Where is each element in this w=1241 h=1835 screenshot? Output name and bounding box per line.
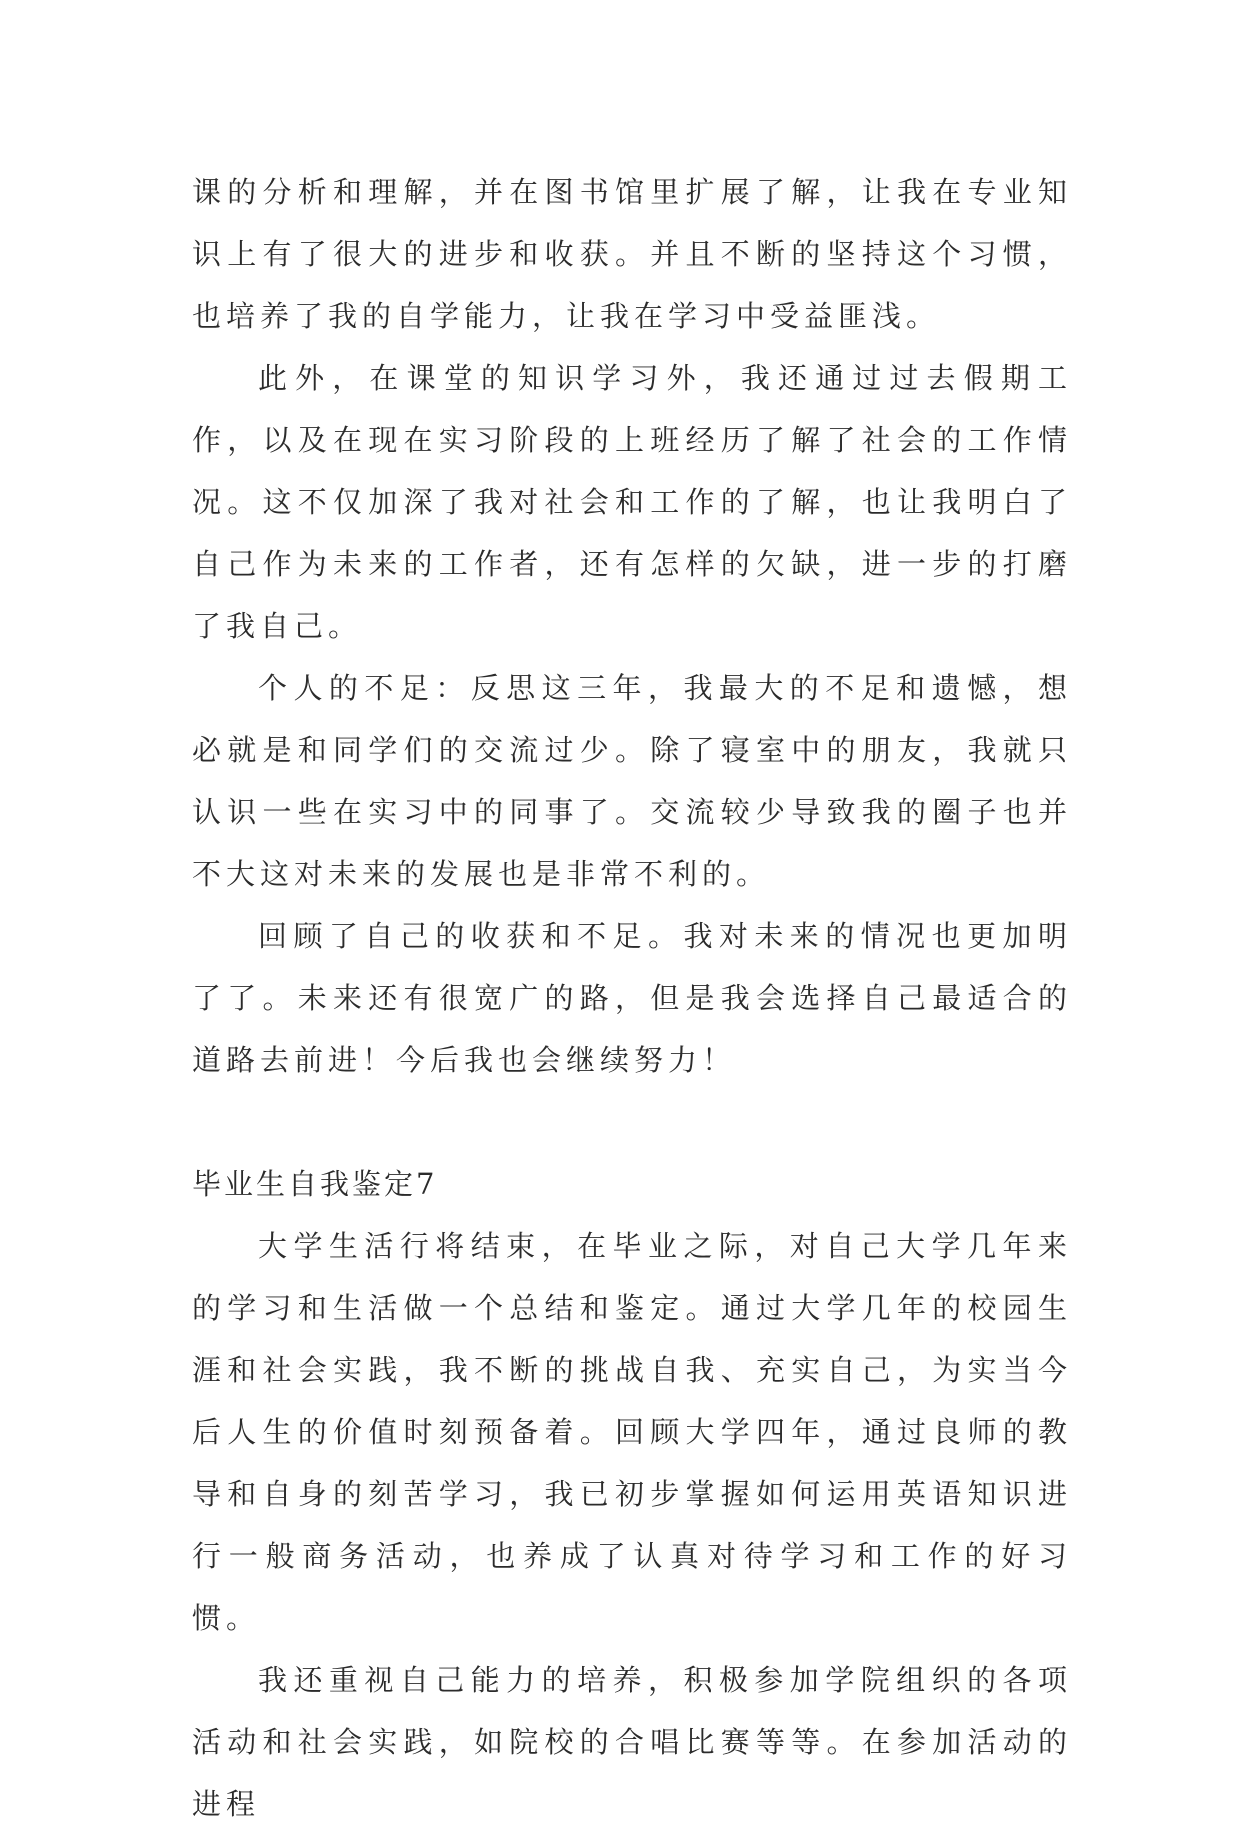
paragraph-6: 我还重视自己能力的培养，积极参加学院组织的各项活动和社会实践，如院校的合唱比赛等等。在参加活动的进程 xyxy=(192,1663,1072,1821)
document-body xyxy=(192,161,1072,1835)
paragraph-4: 回顾了自己的收获和不足。我对未来的情况也更加明了了。未来还有很宽广的路，但是我会选择自己最适合的道路去前进！今后我也会继续努力！ xyxy=(192,919,1072,1077)
paragraph-3: 个人的不足：反思这三年，我最大的不足和遗憾，想必就是和同学们的交流过少。除了寝室中的朋友，我就只认识一些在实习中的同事了。交流较少导致我的圈子也并不大这对未来的发展也是非常不利的。 xyxy=(192,671,1072,891)
paragraph-5: 大学生活行将结束，在毕业之际，对自己大学几年来的学习和生活做一个总结和鉴定。通过大学几年的校园生涯和社会实践，我不断的挑战自我、充实自己，为实当今后人生的价值时刻预备着。回顾大学四年，通过良师的教导和自身的刻苦学习，我已初步掌握如何运用英语知识进行一般商务活动，也养成了认真对待学习和工作的好习惯。 xyxy=(192,1229,1072,1635)
paragraph-1: 课的分析和理解，并在图书馆里扩展了解，让我在专业知识上有了很大的进步和收获。并且不断的坚持这个习惯，也培养了我的自学能力，让我在学习中受益匪浅。 xyxy=(192,175,1072,333)
section-title: 毕业生自我鉴定7 xyxy=(192,1167,438,1201)
paragraph-2: 此外，在课堂的知识学习外，我还通过过去假期工作，以及在现在实习阶段的上班经历了解了社会的工作情况。这不仅加深了我对社会和工作的了解，也让我明白了自己作为未来的工作者，还有怎样的欠缺，进一步的打磨了我自己。 xyxy=(192,361,1072,643)
